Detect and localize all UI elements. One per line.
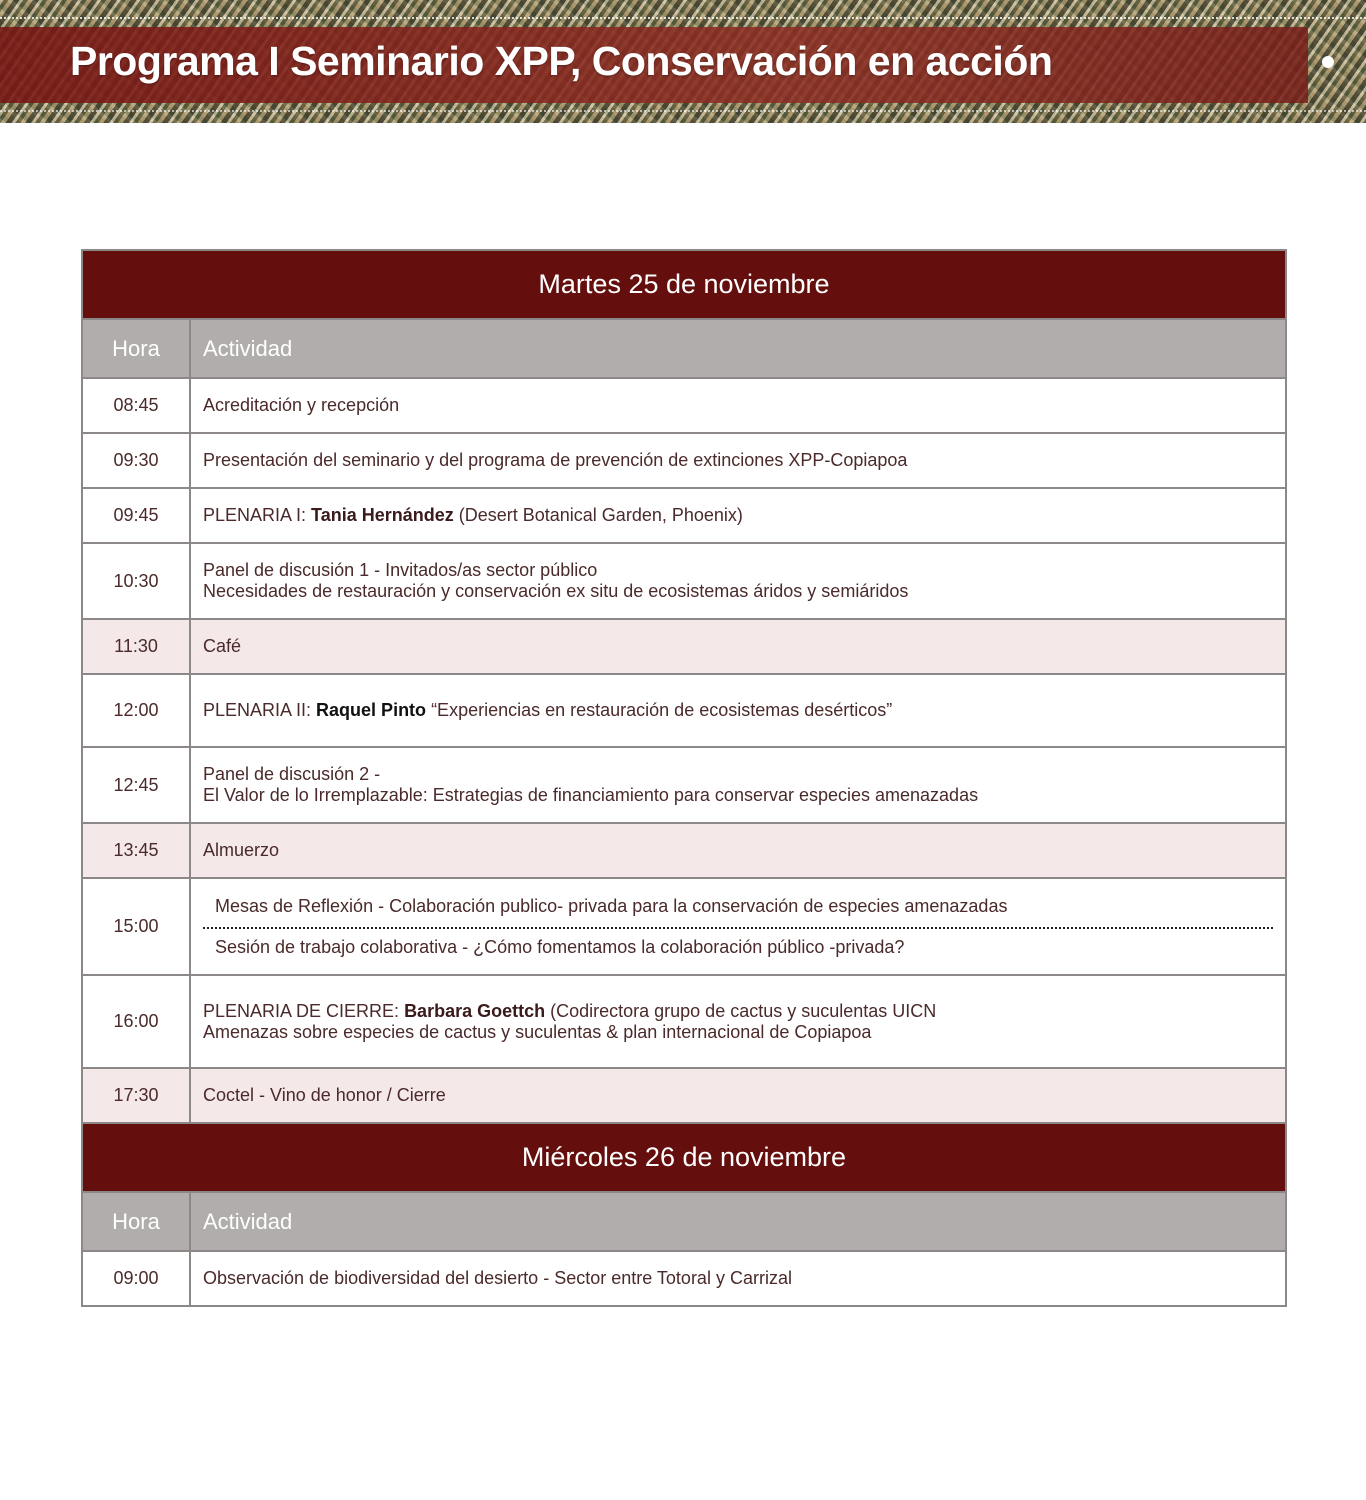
table-row xyxy=(82,378,1286,433)
header-banner xyxy=(0,0,1366,123)
day-title: Martes 25 de noviembre xyxy=(82,250,1286,319)
row-time: 11:30 xyxy=(82,619,190,674)
row-time: 13:45 xyxy=(82,823,190,878)
row-time: 15:00 xyxy=(82,878,190,975)
row-time: 09:30 xyxy=(82,433,190,488)
day-header-martes xyxy=(82,250,1286,319)
row-activity xyxy=(190,878,1286,975)
row-activity xyxy=(190,488,1286,543)
activity-prefix: PLENARIA I: xyxy=(203,505,312,525)
schedule-table xyxy=(81,249,1287,1307)
row-time: 16:00 xyxy=(82,975,190,1068)
day-title: Miércoles 26 de noviembre xyxy=(82,1123,1286,1192)
row-activity: Presentación del seminario y del programa de prevención de extinciones XPP-Copiapoa xyxy=(190,433,1286,488)
table-row xyxy=(82,747,1286,823)
row-time: 12:00 xyxy=(82,674,190,747)
row-activity: Acreditación y recepción xyxy=(190,378,1286,433)
row-activity xyxy=(190,975,1286,1068)
row-activity xyxy=(190,674,1286,747)
page-title: Programa I Seminario XPP, Conservación en acción xyxy=(70,38,1053,84)
column-header-actividad: Actividad xyxy=(190,319,1286,378)
table-row-break xyxy=(82,1068,1286,1123)
table-row xyxy=(82,433,1286,488)
row-time: 10:30 xyxy=(82,543,190,619)
table-row-break xyxy=(82,619,1286,674)
speaker-name: Tania Hernández xyxy=(311,505,454,525)
row-activity xyxy=(190,747,1286,823)
activity-session-2: Sesión de trabajo colaborativa - ¿Cómo fomentamos la colaboración público -privada? xyxy=(215,936,905,957)
row-time: 09:00 xyxy=(82,1251,190,1306)
speaker-name: Raquel Pinto xyxy=(316,700,427,720)
column-header-row xyxy=(82,1192,1286,1251)
banner-dotted-line-top xyxy=(0,17,1366,19)
activity-line-1: Panel de discusión 2 - xyxy=(203,764,381,784)
column-header-hora: Hora xyxy=(82,319,190,378)
activity-session-1: Mesas de Reflexión - Colaboración publico- privada para la conservación de especies amenazadas xyxy=(203,883,1273,929)
activity-line-2: Necesidades de restauración y conservación ex situ de ecosistemas áridos y semiáridos xyxy=(203,581,909,601)
activity-line-2: Amenazas sobre especies de cactus y suculentas & plan internacional de Copiapoa xyxy=(203,1021,872,1042)
table-row xyxy=(82,1251,1286,1306)
banner-dotted-line-bottom xyxy=(0,110,1366,112)
table-row xyxy=(82,975,1286,1068)
table-row xyxy=(82,488,1286,543)
activity-line-1: Panel de discusión 1 - Invitados/as sector público xyxy=(203,560,598,580)
activity-suffix: (Desert Botanical Garden, Phoenix) xyxy=(453,505,743,525)
row-time: 08:45 xyxy=(82,378,190,433)
column-header-actividad: Actividad xyxy=(190,1192,1286,1251)
day-header-miercoles xyxy=(82,1123,1286,1192)
activity-suffix: (Codirectora grupo de cactus y suculentas UICN xyxy=(545,1000,937,1021)
row-activity xyxy=(190,543,1286,619)
row-time: 17:30 xyxy=(82,1068,190,1123)
activity-prefix: PLENARIA II: xyxy=(203,700,317,720)
bullet-icon xyxy=(1322,56,1334,68)
speaker-name: Barbara Goettch xyxy=(404,1000,546,1021)
row-time: 12:45 xyxy=(82,747,190,823)
column-header-row xyxy=(82,319,1286,378)
row-activity: Almuerzo xyxy=(190,823,1286,878)
row-activity: Café xyxy=(190,619,1286,674)
table-row-break xyxy=(82,823,1286,878)
table-row xyxy=(82,674,1286,747)
row-activity: Observación de biodiversidad del desierto - Sector entre Totoral y Carrizal xyxy=(190,1251,1286,1306)
column-header-hora: Hora xyxy=(82,1192,190,1251)
table-row xyxy=(82,878,1286,975)
row-time: 09:45 xyxy=(82,488,190,543)
activity-suffix: “Experiencias en restauración de ecosistemas desérticos” xyxy=(426,700,893,720)
table-row xyxy=(82,543,1286,619)
activity-prefix: PLENARIA DE CIERRE: xyxy=(203,1000,405,1021)
row-activity: Coctel - Vino de honor / Cierre xyxy=(190,1068,1286,1123)
activity-line-2: El Valor de lo Irremplazable: Estrategias de financiamiento para conservar especies amenazadas xyxy=(203,785,979,805)
